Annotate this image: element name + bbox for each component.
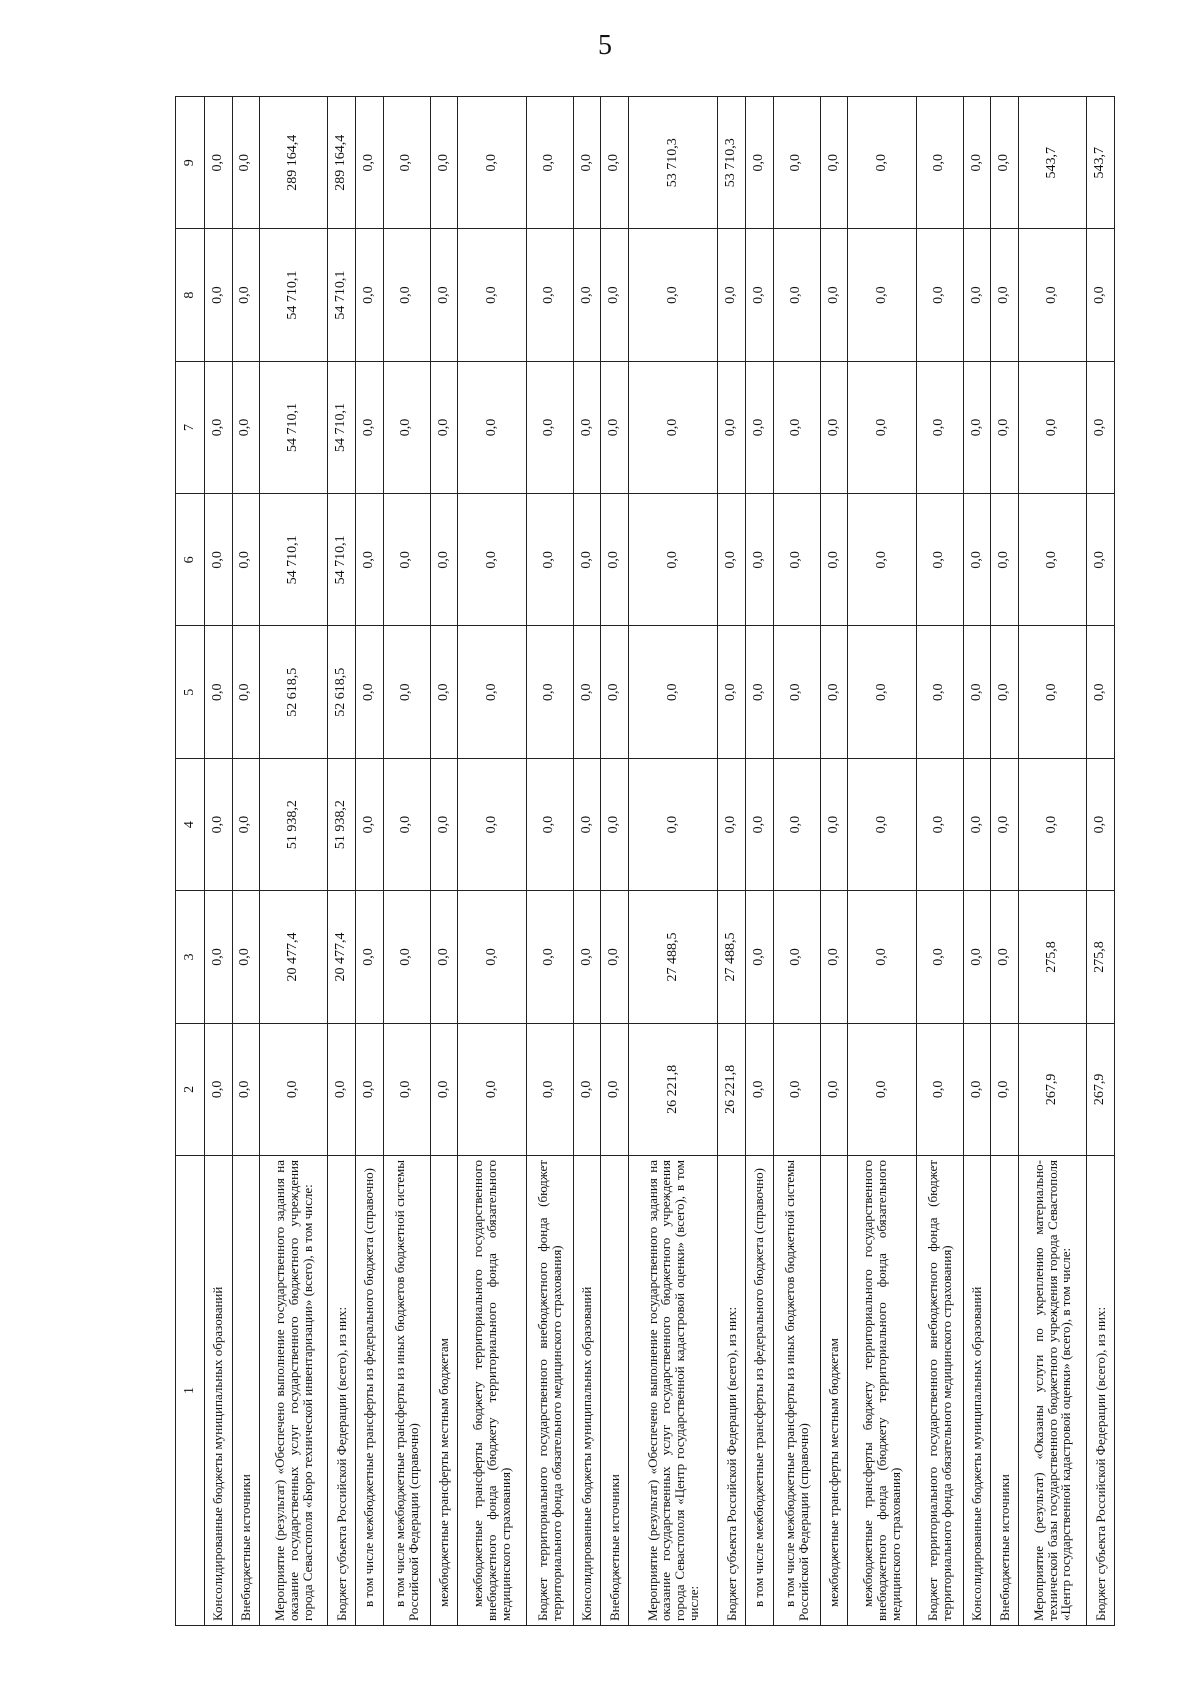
table-row <box>355 97 383 1626</box>
value-cell: 0,0 <box>745 494 773 626</box>
value-cell: 0,0 <box>328 1023 356 1155</box>
table-row <box>383 97 430 1626</box>
value-cell: 0,0 <box>383 97 430 229</box>
table-row <box>963 97 991 1626</box>
value-cell: 0,0 <box>458 494 526 626</box>
value-cell: 0,0 <box>773 229 820 361</box>
value-cell: 0,0 <box>573 494 601 626</box>
value-cell: 54 710,1 <box>260 361 328 493</box>
table-row <box>773 97 820 1626</box>
value-cell: 0,0 <box>745 626 773 758</box>
value-cell: 0,0 <box>573 891 601 1023</box>
row-label: Внебюджетные источники <box>601 1156 629 1626</box>
value-cell: 0,0 <box>232 361 260 493</box>
value-cell: 0,0 <box>355 361 383 493</box>
value-cell: 0,0 <box>745 1023 773 1155</box>
value-cell: 0,0 <box>205 1023 233 1155</box>
value-cell: 54 710,1 <box>328 361 356 493</box>
value-cell: 0,0 <box>601 758 629 890</box>
value-cell: 27 488,5 <box>718 891 746 1023</box>
row-label: межбюджетные трансферты бюджету территориального государственного внебюджетного фонда (бюджету территориального фонда обязательного медицинского страхования) <box>458 1156 526 1626</box>
table-row <box>573 97 601 1626</box>
value-cell: 0,0 <box>232 97 260 229</box>
value-cell: 0,0 <box>205 626 233 758</box>
value-cell: 0,0 <box>773 361 820 493</box>
value-cell: 0,0 <box>458 97 526 229</box>
value-cell: 0,0 <box>355 626 383 758</box>
value-cell: 53 710,3 <box>718 97 746 229</box>
row-label: Мероприятие (результат) «Оказаны услуги по укреплению материально-технической базы государственного бюджетного учреждения города Севастополя «Центр государственной кадастровой оценки» (всего), в том числе: <box>1018 1156 1086 1626</box>
value-cell: 0,0 <box>205 361 233 493</box>
column-header-9: 9 <box>176 97 205 229</box>
value-cell: 0,0 <box>991 494 1019 626</box>
value-cell: 0,0 <box>745 97 773 229</box>
value-cell: 0,0 <box>916 229 963 361</box>
row-label: межбюджетные трансферты местным бюджетам <box>430 1156 458 1626</box>
value-cell: 0,0 <box>601 626 629 758</box>
table-row <box>628 97 718 1626</box>
value-cell: 20 477,4 <box>328 891 356 1023</box>
value-cell: 0,0 <box>773 891 820 1023</box>
value-cell: 0,0 <box>526 626 573 758</box>
value-cell: 0,0 <box>601 229 629 361</box>
value-cell: 0,0 <box>205 891 233 1023</box>
value-cell: 0,0 <box>991 1023 1019 1155</box>
value-cell: 0,0 <box>205 97 233 229</box>
row-label: межбюджетные трансферты бюджету территориального государственного внебюджетного фонда (бюджету территориального фонда обязательного медицинского страхования) <box>848 1156 916 1626</box>
value-cell: 0,0 <box>718 758 746 890</box>
value-cell: 0,0 <box>848 758 916 890</box>
value-cell: 0,0 <box>848 494 916 626</box>
value-cell: 0,0 <box>628 758 718 890</box>
column-header-8: 8 <box>176 229 205 361</box>
value-cell: 0,0 <box>232 1023 260 1155</box>
value-cell: 0,0 <box>430 494 458 626</box>
value-cell: 0,0 <box>991 229 1019 361</box>
value-cell: 0,0 <box>1087 626 1115 758</box>
row-label: Бюджет субъекта Российской Федерации (всего), из них: <box>1087 1156 1115 1626</box>
value-cell: 0,0 <box>526 229 573 361</box>
value-cell: 0,0 <box>355 758 383 890</box>
value-cell: 0,0 <box>458 891 526 1023</box>
value-cell: 0,0 <box>232 494 260 626</box>
value-cell: 0,0 <box>916 626 963 758</box>
value-cell: 0,0 <box>573 626 601 758</box>
value-cell: 0,0 <box>820 891 848 1023</box>
table-row <box>820 97 848 1626</box>
value-cell: 0,0 <box>773 1023 820 1155</box>
column-header-5: 5 <box>176 626 205 758</box>
column-header-7: 7 <box>176 361 205 493</box>
value-cell: 0,0 <box>355 1023 383 1155</box>
value-cell: 0,0 <box>718 361 746 493</box>
value-cell: 27 488,5 <box>628 891 718 1023</box>
value-cell: 543,7 <box>1018 97 1086 229</box>
value-cell: 0,0 <box>745 361 773 493</box>
value-cell: 0,0 <box>430 361 458 493</box>
value-cell: 20 477,4 <box>260 891 328 1023</box>
value-cell: 267,9 <box>1018 1023 1086 1155</box>
value-cell: 0,0 <box>1018 361 1086 493</box>
value-cell: 0,0 <box>820 97 848 229</box>
value-cell: 0,0 <box>991 758 1019 890</box>
value-cell: 0,0 <box>573 1023 601 1155</box>
value-cell: 0,0 <box>773 97 820 229</box>
value-cell: 0,0 <box>1018 758 1086 890</box>
value-cell: 0,0 <box>458 1023 526 1155</box>
value-cell: 0,0 <box>773 758 820 890</box>
table-row <box>205 97 233 1626</box>
value-cell: 0,0 <box>383 361 430 493</box>
value-cell: 0,0 <box>963 361 991 493</box>
value-cell: 267,9 <box>1087 1023 1115 1155</box>
value-cell: 0,0 <box>355 494 383 626</box>
value-cell: 0,0 <box>430 626 458 758</box>
value-cell: 0,0 <box>820 229 848 361</box>
column-header-6: 6 <box>176 494 205 626</box>
value-cell: 0,0 <box>745 758 773 890</box>
table-header-row <box>176 97 205 1626</box>
value-cell: 543,7 <box>1087 97 1115 229</box>
value-cell: 0,0 <box>232 891 260 1023</box>
value-cell: 0,0 <box>383 229 430 361</box>
table-row <box>328 97 356 1626</box>
row-label: Внебюджетные источники <box>232 1156 260 1626</box>
value-cell: 0,0 <box>601 1023 629 1155</box>
value-cell: 0,0 <box>573 229 601 361</box>
value-cell: 0,0 <box>1018 494 1086 626</box>
value-cell: 26 221,8 <box>718 1023 746 1155</box>
value-cell: 0,0 <box>430 758 458 890</box>
value-cell: 0,0 <box>848 626 916 758</box>
row-label: Мероприятие (результат) «Обеспечено выполнение государственного задания на оказание государственных услуг государственного бюджетного учреждения города Севастополя «Бюро технической инвентаризации» (всего), в том числе: <box>260 1156 328 1626</box>
value-cell: 0,0 <box>355 97 383 229</box>
row-label: Бюджет субъекта Российской Федерации (всего), из них: <box>328 1156 356 1626</box>
value-cell: 0,0 <box>991 97 1019 229</box>
value-cell: 0,0 <box>820 626 848 758</box>
value-cell: 0,0 <box>1087 494 1115 626</box>
value-cell: 0,0 <box>573 758 601 890</box>
value-cell: 54 710,1 <box>260 229 328 361</box>
row-label: Бюджет субъекта Российской Федерации (всего), из них: <box>718 1156 746 1626</box>
row-label: в том числе межбюджетные трансферты из федерального бюджета (справочно) <box>745 1156 773 1626</box>
value-cell: 0,0 <box>848 229 916 361</box>
value-cell: 0,0 <box>430 97 458 229</box>
value-cell: 0,0 <box>1087 361 1115 493</box>
value-cell: 0,0 <box>526 361 573 493</box>
row-label: Консолидированные бюджеты муниципальных образований <box>573 1156 601 1626</box>
table-row <box>745 97 773 1626</box>
table-row <box>232 97 260 1626</box>
value-cell: 0,0 <box>601 494 629 626</box>
table-row <box>718 97 746 1626</box>
value-cell: 0,0 <box>601 97 629 229</box>
budget-table <box>175 96 1115 1626</box>
value-cell: 52 618,5 <box>328 626 356 758</box>
value-cell: 0,0 <box>963 1023 991 1155</box>
value-cell: 0,0 <box>383 758 430 890</box>
value-cell: 0,0 <box>820 758 848 890</box>
value-cell: 0,0 <box>232 229 260 361</box>
value-cell: 0,0 <box>205 229 233 361</box>
value-cell: 0,0 <box>916 891 963 1023</box>
value-cell: 0,0 <box>848 891 916 1023</box>
value-cell: 0,0 <box>718 229 746 361</box>
value-cell: 0,0 <box>916 1023 963 1155</box>
value-cell: 0,0 <box>991 361 1019 493</box>
value-cell: 51 938,2 <box>260 758 328 890</box>
value-cell: 0,0 <box>232 626 260 758</box>
value-cell: 0,0 <box>963 758 991 890</box>
value-cell: 0,0 <box>963 229 991 361</box>
value-cell: 0,0 <box>383 891 430 1023</box>
column-header-1: 1 <box>176 1156 205 1626</box>
table-row <box>848 97 916 1626</box>
value-cell: 0,0 <box>916 97 963 229</box>
row-label: Консолидированные бюджеты муниципальных образований <box>205 1156 233 1626</box>
value-cell: 0,0 <box>773 494 820 626</box>
value-cell: 0,0 <box>848 1023 916 1155</box>
value-cell: 0,0 <box>260 1023 328 1155</box>
value-cell: 0,0 <box>526 494 573 626</box>
value-cell: 0,0 <box>430 1023 458 1155</box>
value-cell: 0,0 <box>773 626 820 758</box>
value-cell: 0,0 <box>526 758 573 890</box>
value-cell: 0,0 <box>718 626 746 758</box>
value-cell: 0,0 <box>430 891 458 1023</box>
table-row <box>1018 97 1086 1626</box>
table-body <box>205 97 1115 1626</box>
value-cell: 0,0 <box>991 626 1019 758</box>
value-cell: 289 164,4 <box>260 97 328 229</box>
table-row <box>601 97 629 1626</box>
value-cell: 0,0 <box>355 229 383 361</box>
value-cell: 51 938,2 <box>328 758 356 890</box>
value-cell: 0,0 <box>820 1023 848 1155</box>
row-label: Бюджет территориального государственного внебюджетного фонда (бюджет территориального фонда обязательного медицинского страхования) <box>916 1156 963 1626</box>
value-cell: 0,0 <box>383 1023 430 1155</box>
value-cell: 54 710,1 <box>260 494 328 626</box>
value-cell: 0,0 <box>628 494 718 626</box>
row-label: Консолидированные бюджеты муниципальных образований <box>963 1156 991 1626</box>
value-cell: 289 164,4 <box>328 97 356 229</box>
value-cell: 0,0 <box>601 891 629 1023</box>
table-row <box>1087 97 1115 1626</box>
value-cell: 0,0 <box>963 494 991 626</box>
value-cell: 0,0 <box>628 361 718 493</box>
value-cell: 0,0 <box>458 361 526 493</box>
value-cell: 0,0 <box>916 758 963 890</box>
value-cell: 0,0 <box>963 97 991 229</box>
value-cell: 0,0 <box>526 1023 573 1155</box>
value-cell: 0,0 <box>628 626 718 758</box>
value-cell: 0,0 <box>1087 229 1115 361</box>
value-cell: 0,0 <box>205 494 233 626</box>
value-cell: 0,0 <box>458 626 526 758</box>
value-cell: 0,0 <box>526 891 573 1023</box>
table-row <box>991 97 1019 1626</box>
value-cell: 0,0 <box>963 626 991 758</box>
value-cell: 0,0 <box>745 891 773 1023</box>
table-row <box>916 97 963 1626</box>
value-cell: 0,0 <box>601 361 629 493</box>
value-cell: 0,0 <box>820 361 848 493</box>
value-cell: 0,0 <box>383 626 430 758</box>
value-cell: 0,0 <box>383 494 430 626</box>
value-cell: 0,0 <box>718 494 746 626</box>
table-row <box>458 97 526 1626</box>
row-label: в том числе межбюджетные трансферты из иных бюджетов бюджетной системы Российской Федерации (справочно) <box>773 1156 820 1626</box>
column-header-3: 3 <box>176 891 205 1023</box>
value-cell: 0,0 <box>573 97 601 229</box>
row-label: межбюджетные трансферты местным бюджетам <box>820 1156 848 1626</box>
value-cell: 0,0 <box>916 361 963 493</box>
value-cell: 275,8 <box>1018 891 1086 1023</box>
value-cell: 0,0 <box>628 229 718 361</box>
value-cell: 0,0 <box>1018 229 1086 361</box>
value-cell: 0,0 <box>205 758 233 890</box>
value-cell: 0,0 <box>848 361 916 493</box>
value-cell: 52 618,5 <box>260 626 328 758</box>
value-cell: 0,0 <box>916 494 963 626</box>
page-number: 5 <box>598 30 612 61</box>
value-cell: 0,0 <box>963 891 991 1023</box>
value-cell: 0,0 <box>232 758 260 890</box>
table-row <box>526 97 573 1626</box>
value-cell: 26 221,8 <box>628 1023 718 1155</box>
row-label: Внебюджетные источники <box>991 1156 1019 1626</box>
table-row <box>260 97 328 1626</box>
rotated-table-container <box>175 96 1115 1626</box>
row-label: Мероприятие (результат) «Обеспечено выполнение государственного задания на оказание государственных услуг государственного бюджетного учреждения города Севастополя «Центр государственной кадастровой оценки» (всего), в том числе: <box>628 1156 718 1626</box>
row-label: в том числе межбюджетные трансферты из федерального бюджета (справочно) <box>355 1156 383 1626</box>
value-cell: 0,0 <box>526 97 573 229</box>
value-cell: 0,0 <box>1087 758 1115 890</box>
value-cell: 0,0 <box>745 229 773 361</box>
value-cell: 0,0 <box>430 229 458 361</box>
value-cell: 0,0 <box>458 758 526 890</box>
row-label: Бюджет территориального государственного внебюджетного фонда (бюджет территориального фонда обязательного медицинского страхования) <box>526 1156 573 1626</box>
value-cell: 0,0 <box>458 229 526 361</box>
value-cell: 0,0 <box>991 891 1019 1023</box>
value-cell: 0,0 <box>573 361 601 493</box>
table-row <box>430 97 458 1626</box>
value-cell: 54 710,1 <box>328 229 356 361</box>
value-cell: 53 710,3 <box>628 97 718 229</box>
row-label: в том числе межбюджетные трансферты из иных бюджетов бюджетной системы Российской Федерации (справочно) <box>383 1156 430 1626</box>
value-cell: 0,0 <box>848 97 916 229</box>
value-cell: 0,0 <box>1018 626 1086 758</box>
value-cell: 0,0 <box>820 494 848 626</box>
value-cell: 275,8 <box>1087 891 1115 1023</box>
value-cell: 0,0 <box>355 891 383 1023</box>
column-header-2: 2 <box>176 1023 205 1155</box>
value-cell: 54 710,1 <box>328 494 356 626</box>
column-header-4: 4 <box>176 758 205 890</box>
